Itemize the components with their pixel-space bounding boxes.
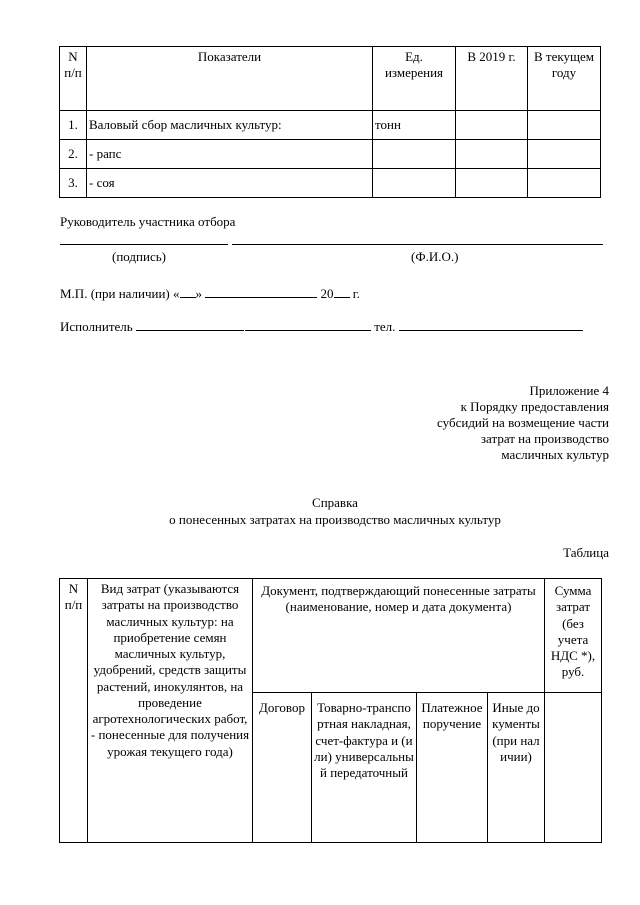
row-value-2019 [456,140,528,169]
appendix-line: к Порядку предоставления [460,399,609,414]
header-unit: Ед. измерения [373,47,456,111]
header-current-year: В текущем году [528,47,601,111]
executor-line [60,318,583,335]
signature-line [60,244,228,245]
row-num: 2. [60,140,87,169]
costs-table [59,578,602,843]
row-unit [373,140,456,169]
header-document: Документ, подтверждающий понесенные затраты (наименование, номер и дата документа) [253,579,545,693]
row-name: - рапс [87,140,373,169]
row-value-2019 [456,169,528,198]
signature-caption: (подпись) [112,249,166,264]
mp-year: 20 [320,286,334,301]
appendix-line: Приложение 4 [529,383,609,398]
row-name: - соя [87,169,373,198]
row-value-current [528,140,601,169]
mp-suffix: г. [352,286,360,301]
year-blank [334,285,350,298]
row-value-current [528,111,601,140]
header-num: N п/п [60,47,87,111]
appendix-line: затрат на производство [480,431,609,446]
fio-caption: (Ф.И.О.) [411,249,459,264]
table-header-row [60,47,601,111]
fio-line [232,244,603,245]
row-num: 3. [60,169,87,198]
header-payment: Платежное поручение [417,693,488,843]
certificate-subtitle: о понесенных затратах на производство масличных культур [169,512,501,527]
table-header-row [60,579,602,693]
executor-position-blank [136,318,244,331]
executor-label: Исполнитель [60,319,133,334]
certificate-title: Справка [312,495,358,510]
table-label: Таблица [563,545,609,560]
executor-name-blank [245,318,371,331]
row-unit [373,169,456,198]
header-waybill: Товарно-транспортная накладная, счет-фактура и (или) универсальный передаточный [312,693,417,843]
phone-label: тел. [374,319,396,334]
table-row [60,140,601,169]
row-name: Валовый сбор масличных культур: [87,111,373,140]
header-year-2019: В 2019 г. [456,47,528,111]
table-row [60,111,601,140]
header-other: Иные документы (при наличии) [488,693,545,843]
header-sum: Сумма затрат (без учета НДС *), руб. [545,579,602,693]
row-value-current [528,169,601,198]
month-blank [205,285,317,298]
indicators-table [59,46,601,198]
mp-quote-close: » [195,286,203,301]
row-num: 1. [60,111,87,140]
sum-empty-cell [545,693,602,843]
mp-prefix: М.П. (при наличии) « [60,286,180,301]
phone-blank [399,318,583,331]
header-contract: Договор [253,693,312,843]
head-label: Руководитель участника отбора [60,214,236,229]
header-indicators: Показатели [87,47,373,111]
stamp-date-line [60,285,360,302]
header-cost-type: Вид затрат (указываются затраты на производство масличных культур: на приобретение семян масличных культур, удобрений, средств защиты растений, инокулянтов, на проведение агротехнологических работ, - понесенные для получения урожая текущего года) [88,579,253,843]
header-num: N п/п [60,579,88,843]
row-unit: тонн [373,111,456,140]
appendix-header [437,383,609,463]
row-value-2019 [456,111,528,140]
appendix-line: масличных культур [501,447,609,462]
appendix-line: субсидий на возмещение части [437,415,609,430]
table-row [60,169,601,198]
day-blank [180,285,196,298]
